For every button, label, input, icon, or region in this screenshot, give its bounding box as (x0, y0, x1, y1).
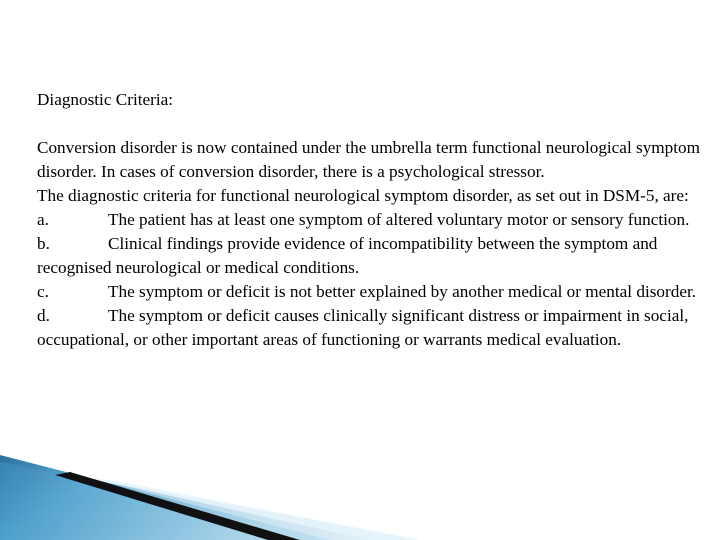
criterion-text: The symptom or deficit is not better explained by another medical or mental disorder. (108, 282, 697, 301)
criterion-letter: b. (37, 234, 50, 253)
slide-heading: Diagnostic Criteria: (37, 90, 174, 109)
criterion-letter: c. (37, 282, 49, 301)
criterion-letter: d. (37, 306, 50, 325)
intro-paragraph: Conversion disorder is now contained under the umbrella term functional neurological symptom disorder. In cases of conversion disorder, there is a psychological stressor. (37, 138, 700, 181)
slide-content (37, 88, 702, 352)
criterion-a (37, 208, 702, 232)
criterion-d (37, 304, 702, 352)
criterion-c (37, 280, 702, 304)
criterion-letter: a. (37, 210, 49, 229)
criterion-text: The patient has at least one symptom of altered voluntary motor or sensory function. (108, 210, 690, 229)
criterion-b (37, 232, 702, 280)
criterion-text: The symptom or deficit causes clinically significant distress or impairment in social, occupational, or other important areas of functioning or warrants medical evaluation. (37, 306, 689, 349)
criteria-intro-paragraph: The diagnostic criteria for functional neurological symptom disorder, as set out in DSM-5, are: (37, 186, 689, 205)
criterion-text: Clinical findings provide evidence of incompatibility between the symptom and recognised neurological or medical conditions. (37, 234, 658, 277)
